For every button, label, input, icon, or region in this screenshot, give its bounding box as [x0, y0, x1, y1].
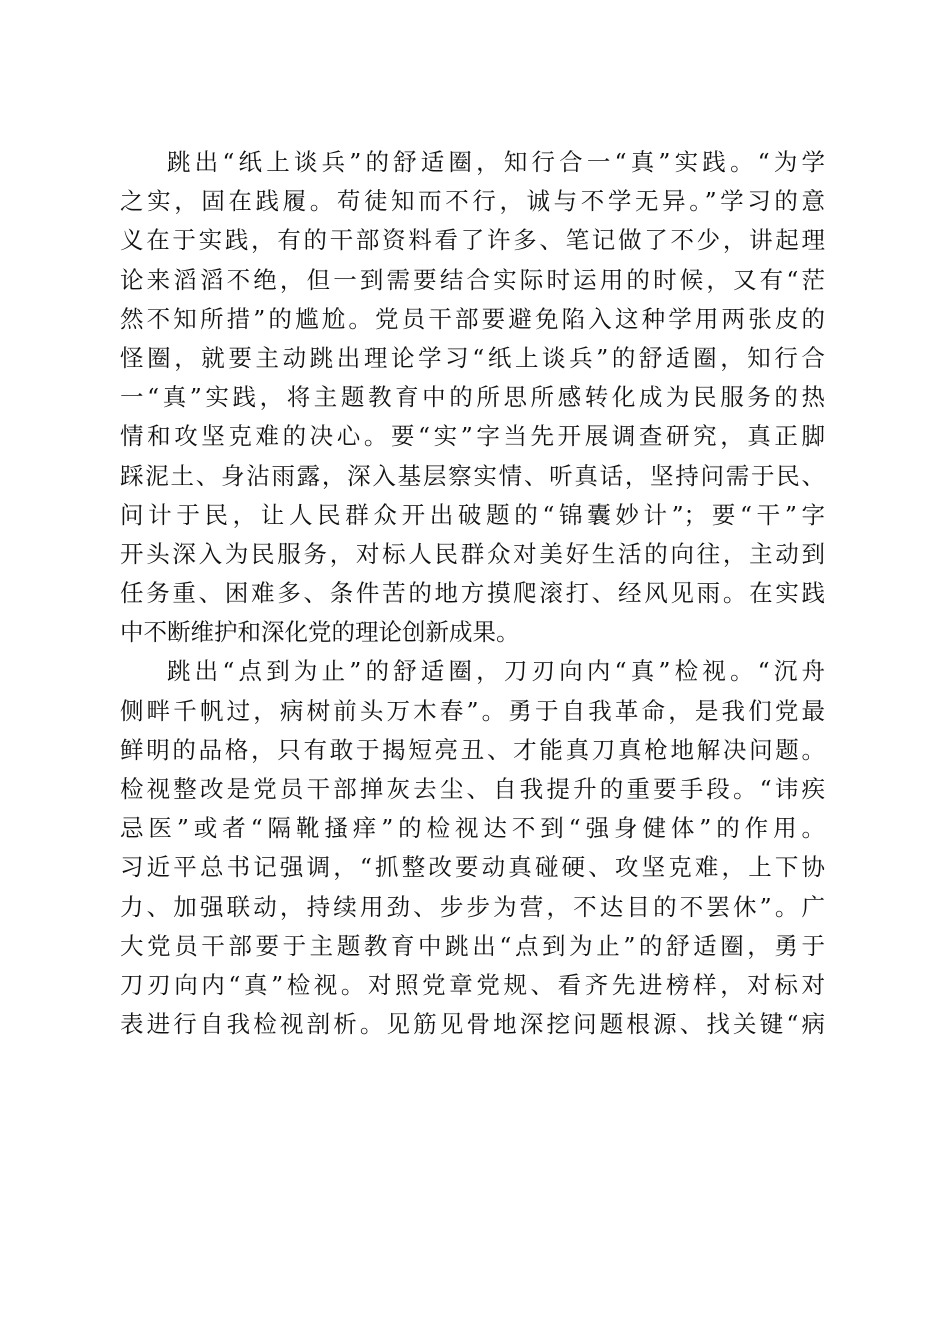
text-line: 之实，固在践履。苟徒知而不行，诚与不学无异。”学习的意 — [120, 187, 825, 216]
text-line: 习近平总书记强调，“抓整改要动真碰硬、攻坚克难，上下协 — [120, 853, 825, 882]
text-line: 中不断维护和深化党的理论创新成果。 — [120, 618, 520, 647]
paragraph-2 — [120, 652, 825, 1044]
paragraph-1 — [120, 143, 825, 652]
text-line: 论来滔滔不绝，但一到需要结合实际时运用的时候，又有“茫 — [120, 265, 825, 294]
text-line: 鲜明的品格，只有敢于揭短亮丑、才能真刀真枪地解决问题。 — [120, 735, 825, 764]
text-line: 跳出“纸上谈兵”的舒适圈，知行合一“真”实践。“为学 — [167, 148, 825, 176]
text-line: 检视整改是党员干部掸灰去尘、自我提升的重要手段。“讳疾 — [120, 775, 825, 803]
text-line: 踩泥土、身沾雨露，深入基层察实情、听真话，坚持问需于民、 — [120, 461, 825, 490]
text-line: 然不知所措”的尴尬。党员干部要避免陷入这种学用两张皮的 — [120, 304, 825, 333]
text-line: 力、加强联动，持续用劲、步步为营，不达目的不罢休”。广 — [120, 892, 825, 921]
document-body — [120, 143, 825, 1044]
text-line: 任务重、困难多、条件苦的地方摸爬滚打、经风见雨。在实践 — [120, 579, 825, 608]
text-line: 忌医”或者“隔靴搔痒”的检视达不到“强身健体”的作用。 — [120, 814, 825, 843]
text-line: 怪圈，就要主动跳出理论学习“纸上谈兵”的舒适圈，知行合 — [120, 343, 825, 372]
text-line: 义在于实践，有的干部资料看了许多、笔记做了不少，讲起理 — [120, 226, 825, 255]
text-line: 问计于民，让人民群众开出破题的“锦囊妙计”；要“干”字 — [120, 500, 825, 529]
text-line: 表进行自我检视剖析。见筋见骨地深挖问题根源、找关键“病 — [120, 1010, 825, 1039]
text-line: 侧畔千帆过，病树前头万木春”。勇于自我革命，是我们党最 — [120, 696, 825, 725]
text-line: 跳出“点到为止”的舒适圈，刀刃向内“真”检视。“沉舟 — [167, 657, 825, 686]
text-line: 情和攻坚克难的决心。要“实”字当先开展调查研究，真正脚 — [120, 422, 825, 451]
text-line: 一“真”实践，将主题教育中的所思所感转化成为民服务的热 — [120, 383, 825, 412]
text-line: 开头深入为民服务，对标人民群众对美好生活的向往，主动到 — [120, 539, 825, 568]
text-line: 刀刃向内“真”检视。对照党章党规、看齐先进榜样，对标对 — [120, 970, 825, 999]
text-line: 大党员干部要于主题教育中跳出“点到为止”的舒适圈，勇于 — [120, 931, 825, 960]
